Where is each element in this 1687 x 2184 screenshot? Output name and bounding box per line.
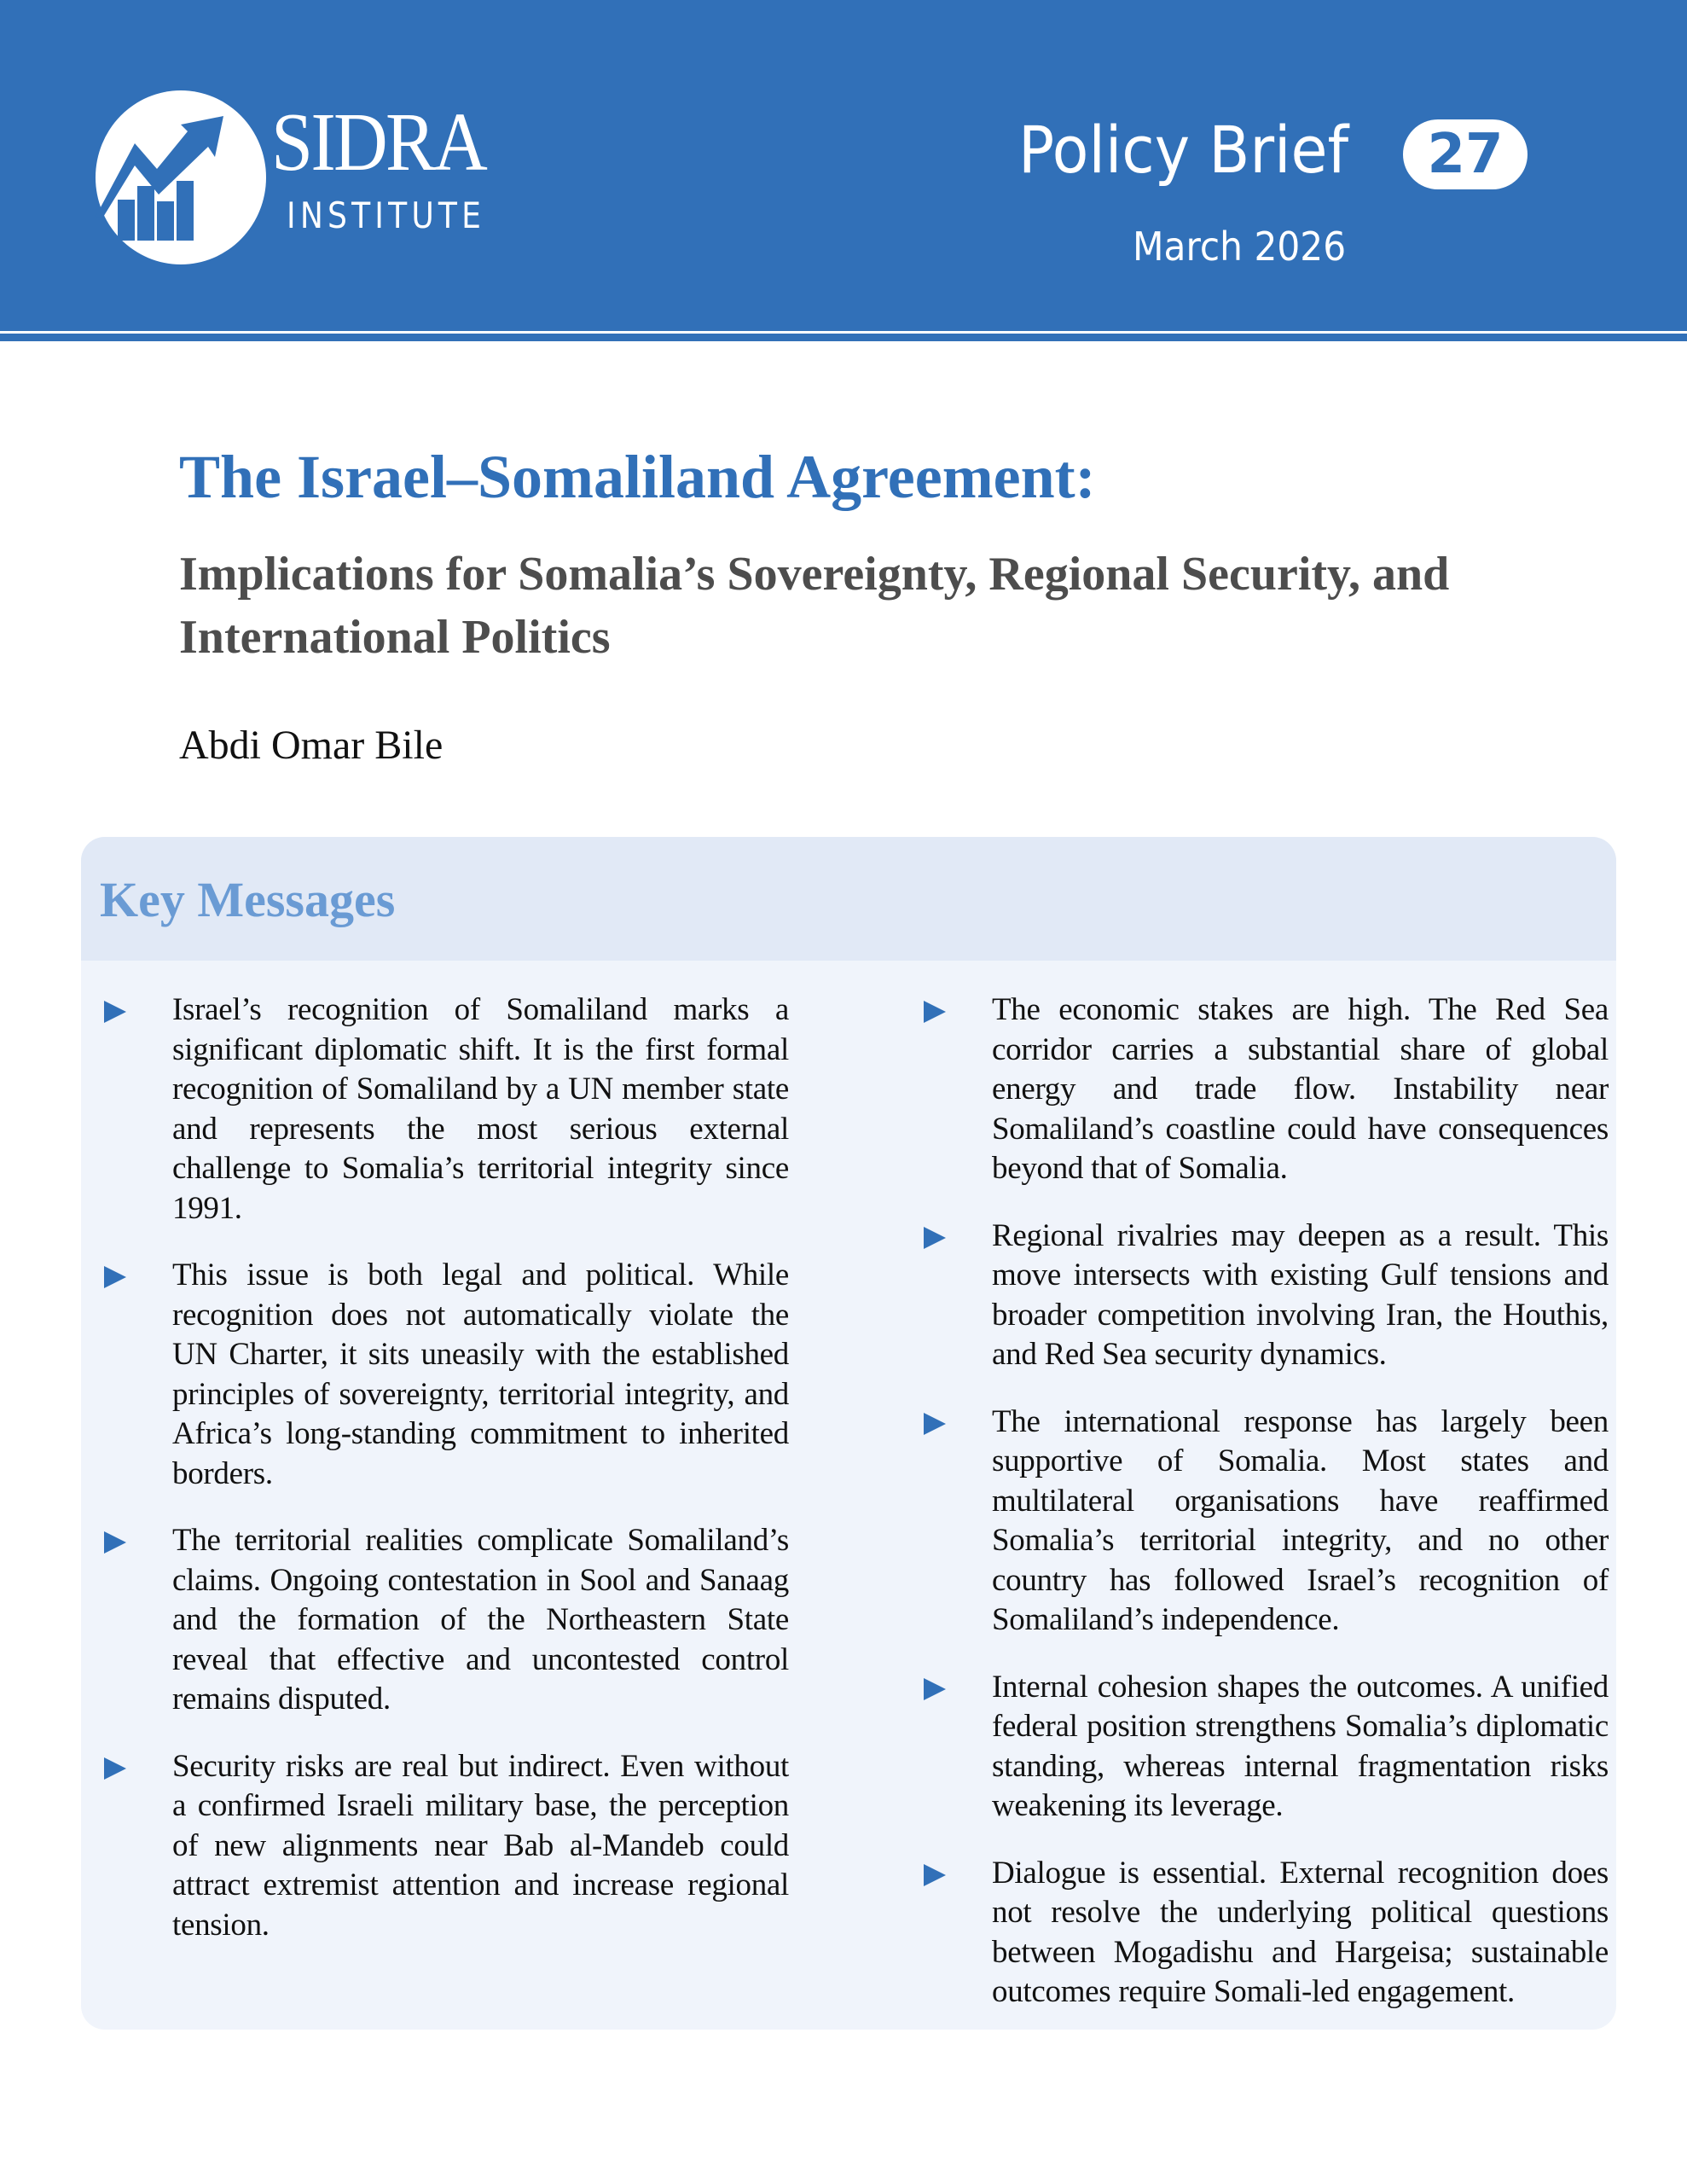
series-label: Policy Brief (1018, 112, 1349, 188)
publication-date: March 2026 (1133, 224, 1347, 270)
key-messages-left-column (104, 990, 789, 1972)
key-message-text: The territorial realities complicate Somaliland’s claims. Ongoing contestation in Sool and Sanaag and the formation of the Northeastern State reveal that effective and uncontested control remains disputed. (172, 1523, 789, 1716)
logo-subtitle: INSTITUTE (287, 195, 486, 236)
triangle-right-icon (924, 1678, 946, 1700)
triangle-right-icon (104, 1757, 126, 1780)
header-bottom-strip (0, 334, 1687, 341)
key-message-item (924, 1854, 1609, 2013)
key-message-text: This issue is both legal and political. While recognition does not automatically violate the UN Charter, it sits uneasily with the established principles of sovereignty, territorial integrity, and Africa’s long-standing commitment to inherited borders. (172, 1258, 789, 1491)
triangle-right-icon (104, 1531, 126, 1554)
key-messages-card (81, 837, 1616, 2030)
key-message-item (924, 990, 1609, 1189)
key-message-text: Regional rivalries may deepen as a result. This move intersects with existing Gulf tensions and broader competition involving Iran, the Houthis, and Red Sea security dynamics. (992, 1217, 1609, 1372)
key-messages-right-column (924, 990, 1609, 2030)
author-name: Abdi Omar Bile (179, 723, 443, 768)
key-message-item (924, 1403, 1609, 1641)
document-subtitle: Implications for Somalia’s Sovereignty, Regional Security, and International Politics (179, 548, 1450, 664)
key-message-text: Dialogue is essential. External recognition does not resolve the underlying political questions between Mogadishu and Hargeisa; sustainable outcomes require Somali-led engagement. (992, 1855, 1609, 2009)
key-message-item (104, 1747, 789, 1946)
key-message-item (104, 990, 789, 1228)
triangle-right-icon (924, 1227, 946, 1249)
triangle-right-icon (104, 1266, 126, 1288)
key-messages-header (81, 837, 1616, 961)
logo-badge (96, 90, 266, 264)
key-message-text: Israel’s recognition of Somaliland marks a significant diplomatic shift. It is the first formal recognition of Somaliland by a UN member state and represents the most serious external challenge to Somalia’s territorial integrity since 1991. (172, 992, 789, 1226)
key-message-item (924, 1668, 1609, 1827)
triangle-right-icon (924, 1413, 946, 1435)
key-message-item (924, 1217, 1609, 1375)
logo-wordmark: SIDRA (271, 96, 486, 189)
triangle-right-icon (924, 1001, 946, 1023)
triangle-right-icon (924, 1864, 946, 1886)
key-messages-heading: Key Messages (100, 872, 396, 927)
document-title: The Israel–Somaliland Agreement: (179, 443, 1096, 511)
rising-chart-arrow-icon (96, 90, 266, 264)
key-message-text: Security risks are real but indirect. Even without a confirmed Israeli military base, the perception of new alignments near Bab al-Mandeb could attract extremist attention and increase regional tension. (172, 1748, 789, 1943)
key-message-text: Internal cohesion shapes the outcomes. A unified federal position strengthens Somalia’s diplomatic standing, whereas internal fragmentation risks weakening its leverage. (992, 1669, 1609, 1823)
triangle-right-icon (104, 1001, 126, 1023)
issue-number-badge: 27 (1403, 119, 1528, 189)
key-message-text: The international response has largely been supportive of Somalia. Most states and multilateral organisations have reaffirmed Somalia’s territorial integrity, and no other country has followed Israel’s recognition of Somaliland’s independence. (992, 1403, 1609, 1637)
key-message-item (104, 1521, 789, 1720)
key-message-item (104, 1256, 789, 1494)
key-message-text: The economic stakes are high. The Red Sea corridor carries a substantial share of global energy and trade flow. Instability near Somaliland’s coastline could have consequences beyond that of Somalia. (992, 992, 1609, 1186)
